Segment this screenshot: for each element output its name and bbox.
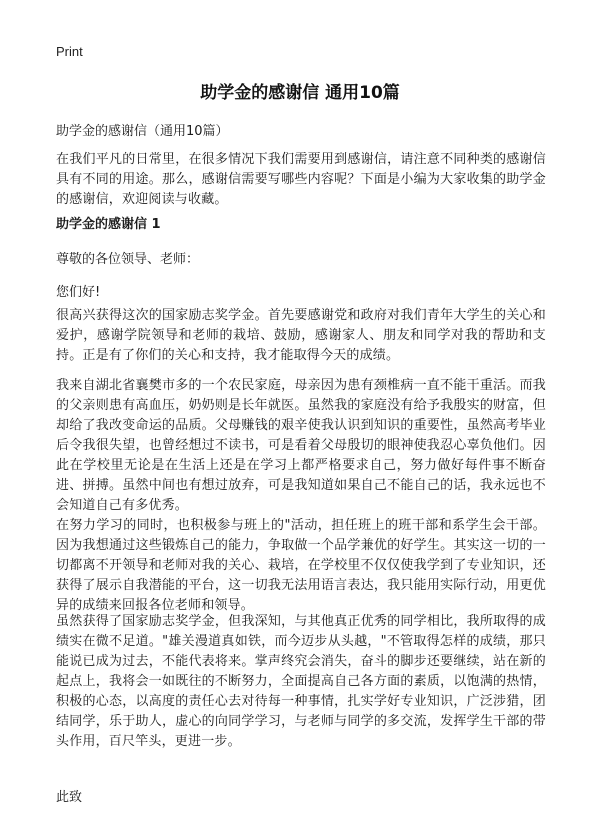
print-link[interactable]: Print	[56, 44, 83, 59]
section-heading: 助学金的感谢信 1	[56, 217, 161, 232]
greeting: 您们好!	[56, 285, 101, 300]
body-paragraph: 很高兴获得这次的国家励志奖学金。首先要感谢党和政府对我们青年大学生的关心和爱护，感谢学院领导和老师的栽培、鼓励，感谢家人、朋友和同学对我的帮助和支持。正是有了你们的关心和支持，我才能取得今天的成绩。	[56, 308, 546, 363]
closing: 此致	[56, 790, 83, 805]
body-paragraph: 在努力学习的同时，也积极参与班上的"活动，担任班上的班干部和系学生会干部。因为我想通过这些锻炼自己的能力，争取做一个品学兼优的好学生。其实这一切的一切都离不开领导和老师对我的关心、栽培，在学校里不仅仅使我学到了专业知识，还获得了展示自我潜能的平台，这一切我无法用语言表达，我只能用实际行动，用更优异的成绩来回报各位老师和领导。	[56, 518, 546, 613]
salutation: 尊敬的各位领导、老师：	[56, 252, 200, 267]
document-title: 助学金的感谢信 通用10篇	[200, 83, 400, 103]
body-paragraph: 我来自湖北省襄樊市多的一个农民家庭，母亲因为患有颈椎病一直不能干重活。而我的父亲则患有高血压，奶奶则是长年就医。虽然我的家庭没有给予我殷实的财富，但却给了我改变命运的品质。父母赚钱的艰辛使我认识到知识的重要性，虽然高考毕业后令我很失望，也曾经想过不读书，可是看着父母殷切的眼神使我忍心辜负他们。因此在学校里无论是在生活上还是在学习上都严格要求自己，努力做好每件事不断奋进、拼搏。虽然中间也有想过放弃，可是我知道如果自己不能自己的话，我永远也不会知道自己有多优秀。	[56, 378, 546, 513]
intro-paragraph: 在我们平凡的日常里，在很多情况下我们需要用到感谢信，请注意不同种类的感谢信具有不同的用途。那么，感谢信需要写哪些内容呢？下面是小编为大家收集的助学金的感谢信，欢迎阅读与收藏。	[56, 152, 546, 207]
document-subtitle: 助学金的感谢信（通用10篇）	[56, 124, 229, 139]
body-paragraph: 虽然获得了国家励志奖学金，但我深知，与其他真正优秀的同学相比，我所取得的成绩实在微不足道。"雄关漫道真如铁，而今迈步从头越，"不管取得怎样的成绩，那只能说已成为过去，不能代表将来。掌声终究会消失，奋斗的脚步还要继续，站在新的起点上，我将会一如既往的不断努力，全面提高自己各方面的素质，以饱满的热情，积极的心态，以高度的责任心去对待每一种事情，扎实学好专业知识，广泛涉猎，团结同学，乐于助人，虚心的向同学学习，与老师与同学的多交流，发挥学生干部的带头作用，百尺竿头，更进一步。	[56, 614, 546, 749]
